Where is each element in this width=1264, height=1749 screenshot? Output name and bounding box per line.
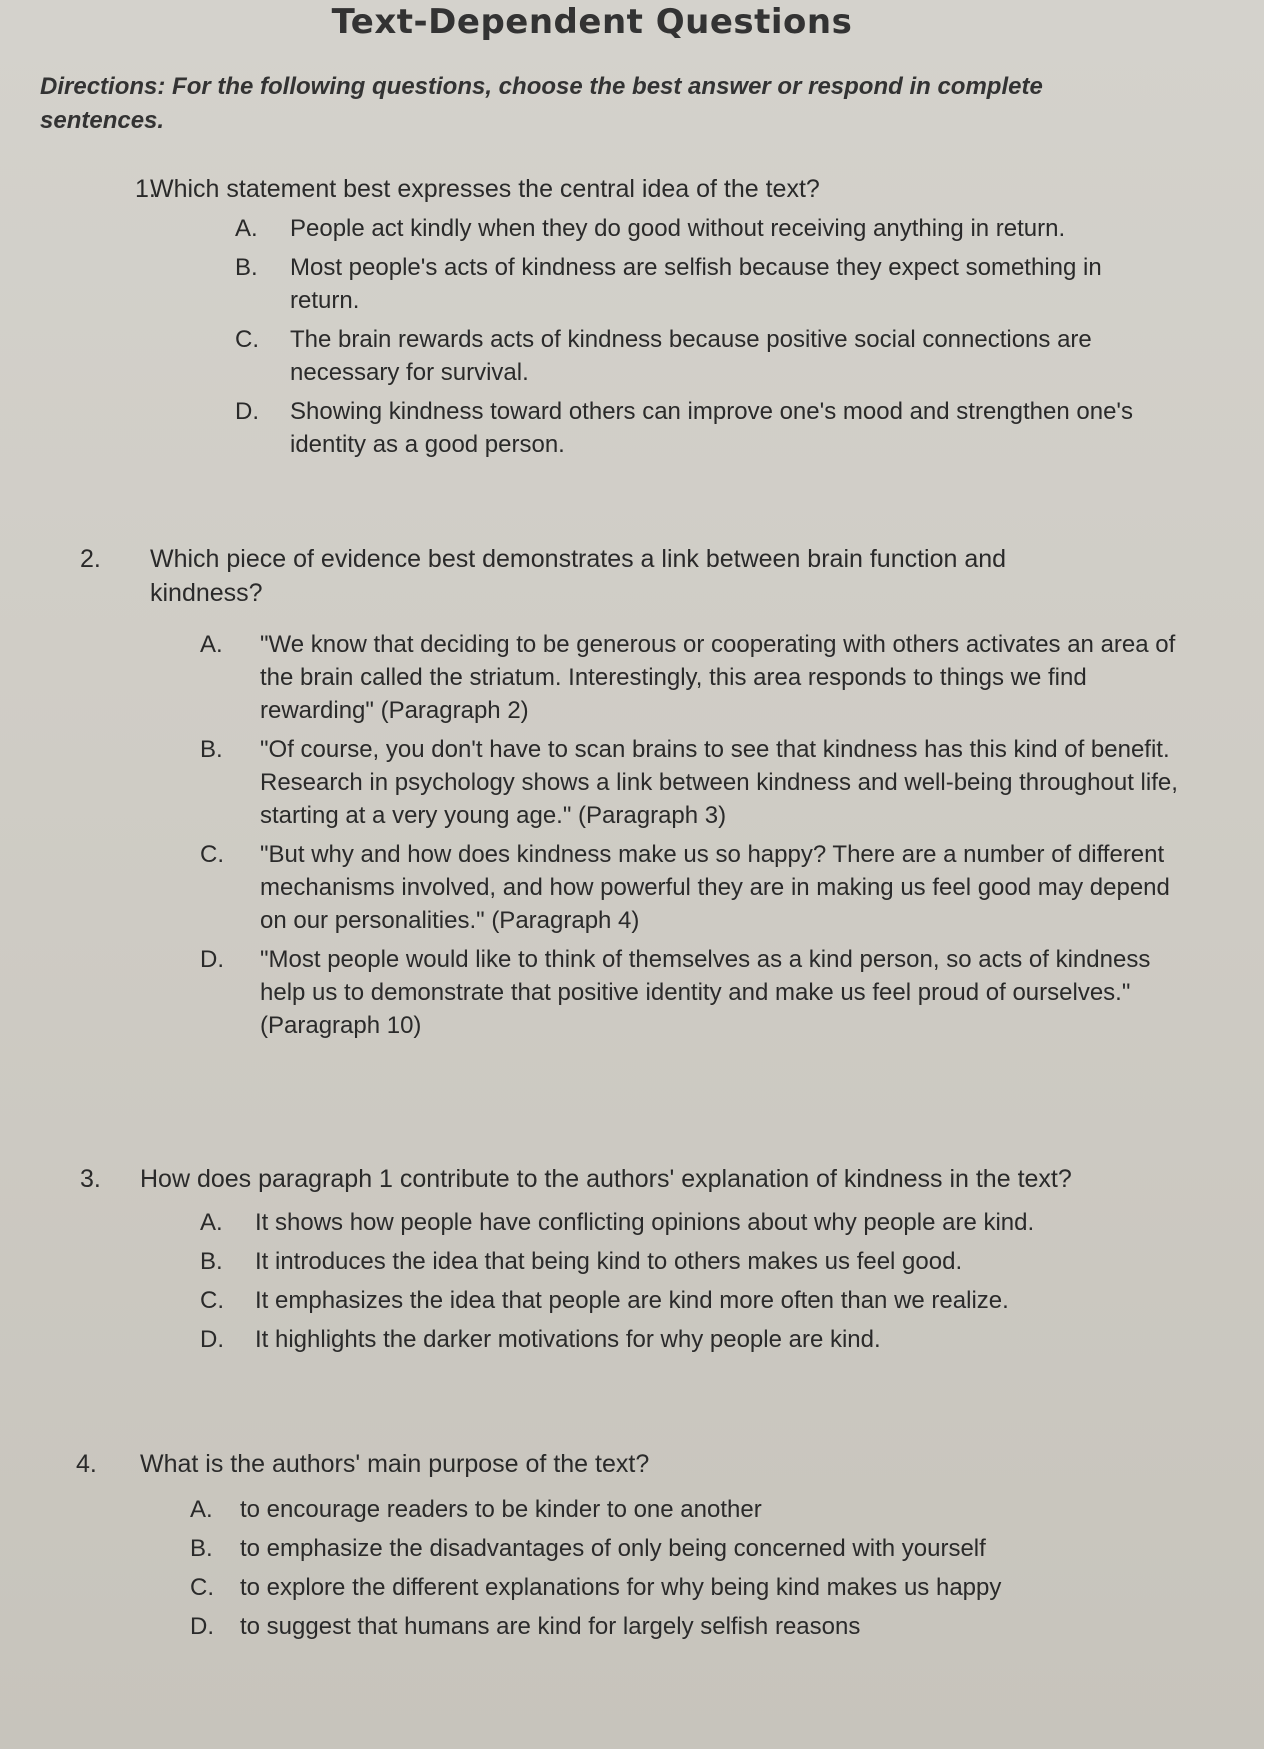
choice-text: to encourage readers to be kinder to one another xyxy=(240,1496,762,1523)
choice-letter: A. xyxy=(200,631,223,658)
answer-choice-d[interactable] xyxy=(190,1610,1230,1643)
choice-text: People act kindly when they do good without receiving anything in return. xyxy=(290,215,1066,242)
question-2 xyxy=(40,542,1190,1048)
answer-choice-c[interactable] xyxy=(200,1284,1220,1317)
question-number: 3. xyxy=(80,1165,101,1193)
choice-text: It highlights the darker motivations for why people are kind. xyxy=(255,1326,881,1353)
question-number: 1. xyxy=(135,175,156,203)
choice-letter: D. xyxy=(200,1326,224,1353)
choice-text: Most people's acts of kindness are selfish because they expect something in return. xyxy=(290,254,1102,314)
answer-choice-c[interactable] xyxy=(235,323,1155,389)
choice-letter: B. xyxy=(235,254,258,281)
choice-text: to emphasize the disadvantages of only being concerned with yourself xyxy=(240,1535,986,1562)
answer-choice-c[interactable] xyxy=(200,838,1200,937)
choice-letter: A. xyxy=(190,1496,213,1523)
choice-text: Showing kindness toward others can improve one's mood and strengthen one's identity as a good person. xyxy=(290,398,1133,458)
choice-text: "Most people would like to think of themselves as a kind person, so acts of kindness help us to demonstrate that positive identity and make us feel proud of ourselves." (Paragraph 10) xyxy=(260,946,1151,1039)
choice-letter: C. xyxy=(235,326,259,353)
choice-letter: D. xyxy=(190,1613,214,1640)
question-text: Which piece of evidence best demonstrates a link between brain function and kindness? xyxy=(150,545,1007,607)
question-text: Which statement best expresses the central idea of the text? xyxy=(150,175,820,203)
answer-choice-a[interactable] xyxy=(190,1493,1230,1526)
answer-choice-a[interactable] xyxy=(235,212,1155,245)
directions xyxy=(40,70,1130,138)
choice-letter: C. xyxy=(200,841,224,868)
choice-text: "Of course, you don't have to scan brains to see that kindness has this kind of benefit. Research in psychology shows a link between kindness and well-being throughout life, starting at a very young age." (Paragraph 3) xyxy=(260,736,1178,829)
choice-letter: D. xyxy=(200,946,224,973)
page-title: Text-Dependent Questions xyxy=(331,2,853,42)
answer-choice-b[interactable] xyxy=(190,1532,1230,1565)
question-number: 4. xyxy=(76,1450,97,1478)
choice-letter: A. xyxy=(235,215,258,242)
choice-letter: C. xyxy=(190,1574,214,1601)
choice-text: "But why and how does kindness make us so happy? There are a number of different mechanisms involved, and how powerful they are in making us feel good may depend on our personalities." (Paragraph 4) xyxy=(260,841,1170,934)
question-4 xyxy=(40,1447,1190,1649)
choice-letter: A. xyxy=(200,1209,223,1236)
choice-letter: D. xyxy=(235,398,259,425)
choice-text: It shows how people have conflicting opinions about why people are kind. xyxy=(255,1209,1035,1236)
choice-text: It emphasizes the idea that people are kind more often than we realize. xyxy=(255,1287,1009,1314)
answer-choice-b[interactable] xyxy=(200,733,1200,832)
answer-choice-c[interactable] xyxy=(190,1571,1230,1604)
answer-choice-b[interactable] xyxy=(200,1245,1220,1278)
choice-text: "We know that deciding to be generous or cooperating with others activates an area of the brain called the striatum. Interestingly, this area responds to things we find rewarding" (Paragraph 2) xyxy=(260,631,1176,724)
choice-letter: C. xyxy=(200,1287,224,1314)
question-number: 2. xyxy=(80,545,101,573)
question-text: How does paragraph 1 contribute to the authors' explanation of kindness in the text? xyxy=(140,1165,1072,1193)
question-text: What is the authors' main purpose of the text? xyxy=(140,1450,650,1478)
choice-letter: B. xyxy=(200,736,223,763)
answer-choice-d[interactable] xyxy=(200,943,1200,1042)
answer-choice-d[interactable] xyxy=(235,395,1155,461)
choice-text: The brain rewards acts of kindness because positive social connections are necessary for survival. xyxy=(290,326,1092,386)
choice-text: It introduces the idea that being kind to others makes us feel good. xyxy=(255,1248,963,1275)
choice-letter: B. xyxy=(200,1248,223,1275)
choice-text: to suggest that humans are kind for largely selfish reasons xyxy=(240,1613,861,1640)
question-3 xyxy=(40,1162,1190,1362)
answer-choice-a[interactable] xyxy=(200,1206,1220,1239)
directions-label: Directions: xyxy=(40,73,166,100)
answer-choice-d[interactable] xyxy=(200,1323,1220,1356)
choice-text: to explore the different explanations for why being kind makes us happy xyxy=(240,1574,1002,1601)
answer-choice-b[interactable] xyxy=(235,251,1155,317)
choice-letter: B. xyxy=(190,1535,213,1562)
answer-choice-a[interactable] xyxy=(200,628,1200,727)
directions-text: For the following questions, choose the best answer or respond in complete sentences. xyxy=(40,73,1043,134)
question-1 xyxy=(40,172,1190,467)
